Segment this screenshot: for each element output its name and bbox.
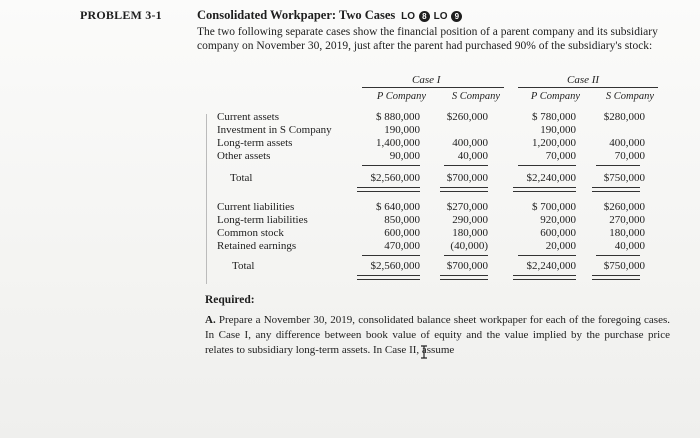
cell-c2p: 70,000 xyxy=(545,150,576,162)
cell-c2s: 270,000 xyxy=(609,214,645,226)
total-double-rule xyxy=(513,275,576,280)
subtotal-rule xyxy=(362,255,420,256)
case-2-title: Case II xyxy=(567,74,600,86)
text-cursor-icon xyxy=(419,345,429,359)
cell-c2p: $ 780,000 xyxy=(532,111,576,123)
required-text: Prepare a November 30, 2019, consolidated balance sheet workpaper for each of the foregoing cases. In Case I, any difference between book value of equity and the value implied by the purchase price relates to subsidiary long-term assets. In Case II, assume xyxy=(205,314,670,356)
total-double-rule xyxy=(357,187,420,192)
cell-c1p: 470,000 xyxy=(384,240,420,252)
row-label: Investment in S Company xyxy=(217,124,332,136)
total-c1s: $700,000 xyxy=(446,260,488,272)
total-c1p: $2,560,000 xyxy=(370,260,420,272)
cell-c2p: $ 700,000 xyxy=(532,201,576,213)
total-c2p: $2,240,000 xyxy=(526,260,576,272)
cell-c1s: $270,000 xyxy=(446,201,488,213)
total-c2s: $750,000 xyxy=(603,260,645,272)
required-letter: A. xyxy=(205,314,216,326)
total-double-rule xyxy=(440,187,488,192)
cell-c1p: 850,000 xyxy=(384,214,420,226)
row-label: Current assets xyxy=(217,111,280,123)
subtotal-rule xyxy=(444,165,488,166)
total-c2p: $2,240,000 xyxy=(526,172,576,184)
case-1-s-head: S Company xyxy=(451,91,500,102)
problem-title: Consolidated Workpaper: Two Cases xyxy=(197,8,396,22)
lo-prefix-2: LO xyxy=(433,11,448,22)
subtotal-rule xyxy=(444,255,488,256)
cell-c1s: 180,000 xyxy=(452,227,488,239)
required-part-a xyxy=(205,313,670,358)
total-c1s: $700,000 xyxy=(446,172,488,184)
cell-c2p: 600,000 xyxy=(540,227,576,239)
lo-prefix: LO xyxy=(401,11,416,22)
subtotal-rule xyxy=(596,165,640,166)
cell-c1p: 90,000 xyxy=(389,150,420,162)
total-label: Total xyxy=(232,260,255,272)
case-2-p-head: P Company xyxy=(530,91,580,102)
total-double-rule xyxy=(592,187,640,192)
case-2-s-head: S Company xyxy=(605,91,654,102)
total-double-rule xyxy=(357,275,420,280)
cell-c1p: $ 640,000 xyxy=(376,201,420,213)
total-double-rule xyxy=(440,275,488,280)
cell-c2s: $280,000 xyxy=(603,111,645,123)
table-side-rule xyxy=(206,114,207,284)
row-label: Other assets xyxy=(217,150,271,162)
row-label: Long-term liabilities xyxy=(217,214,308,226)
cell-c2s: 180,000 xyxy=(609,227,645,239)
cell-c1s: 290,000 xyxy=(452,214,488,226)
cell-c2s: 400,000 xyxy=(609,137,645,149)
lo-badge-b: 9 xyxy=(451,11,462,22)
cell-c2s: $260,000 xyxy=(603,201,645,213)
case-1-rule xyxy=(362,87,504,88)
problem-label: PROBLEM 3-1 xyxy=(80,8,162,22)
cell-c1p: $ 880,000 xyxy=(376,111,420,123)
row-label: Retained earnings xyxy=(217,240,297,252)
total-double-rule xyxy=(513,187,576,192)
cell-c1p: 600,000 xyxy=(384,227,420,239)
cell-c2p: 920,000 xyxy=(540,214,576,226)
problem-intro: The two following separate cases show the financial position of a parent company and its subsidiary company on November 30, 2019, just after the parent had purchased 90% of the subsidiary's stock: xyxy=(197,26,658,52)
cell-c1s: $260,000 xyxy=(446,111,488,123)
case-1-p-head: P Company xyxy=(376,91,426,102)
cell-c2s: 40,000 xyxy=(614,240,645,252)
subtotal-rule xyxy=(362,165,420,166)
subtotal-rule xyxy=(518,165,576,166)
subtotal-rule xyxy=(596,255,640,256)
problem-header xyxy=(197,8,677,53)
row-label: Long-term assets xyxy=(217,137,293,149)
total-label: Total xyxy=(230,172,253,184)
total-c2s: $750,000 xyxy=(603,172,645,184)
lo-badge-a: 8 xyxy=(419,11,430,22)
row-label: Current liabilities xyxy=(217,201,295,213)
subtotal-rule xyxy=(518,255,576,256)
row-label: Common stock xyxy=(217,227,284,239)
cell-c2p: 20,000 xyxy=(545,240,576,252)
case-1-title: Case I xyxy=(412,74,441,86)
total-double-rule xyxy=(592,275,640,280)
required-heading: Required: xyxy=(205,294,255,306)
learning-objectives xyxy=(401,10,463,24)
cell-c1s: (40,000) xyxy=(450,240,488,252)
cell-c2s: 70,000 xyxy=(614,150,645,162)
title-line xyxy=(197,8,677,24)
total-c1p: $2,560,000 xyxy=(370,172,420,184)
cell-c1p: 1,400,000 xyxy=(376,137,420,149)
cell-c1p: 190,000 xyxy=(384,124,420,136)
case-2-rule xyxy=(518,87,658,88)
cell-c2p: 190,000 xyxy=(540,124,576,136)
cell-c1s: 40,000 xyxy=(457,150,488,162)
cell-c1s: 400,000 xyxy=(452,137,488,149)
cell-c2p: 1,200,000 xyxy=(532,137,576,149)
